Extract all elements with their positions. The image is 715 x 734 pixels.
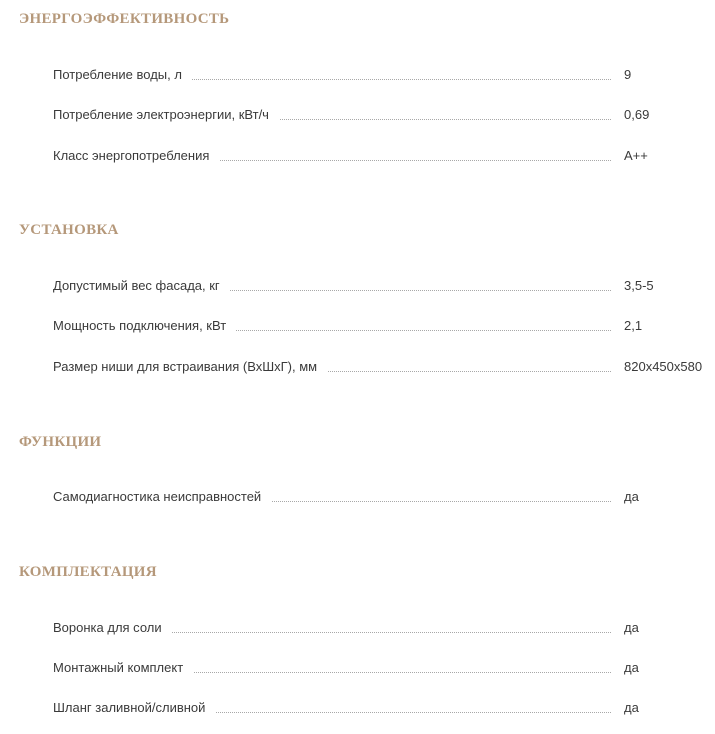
spec-row-facade-weight — [53, 276, 715, 296]
spec-row-niche-size — [53, 357, 715, 377]
spec-label: Воронка для соли — [53, 618, 172, 638]
spec-row-power-consumption — [53, 105, 715, 125]
spec-row-self-diagnostics — [53, 487, 715, 507]
spec-value: A++ — [624, 148, 648, 163]
spec-label: Мощность подключения, кВт — [53, 316, 236, 336]
spec-row-energy-class — [53, 146, 715, 166]
section-title-energy: ЭНЕРГОЭФФЕКТИВНОСТЬ — [19, 11, 230, 27]
spec-value: да — [624, 700, 639, 715]
spec-label: Допустимый вес фасада, кг — [53, 276, 230, 296]
spec-label: Размер ниши для встраивания (ВхШхГ), мм — [53, 357, 327, 377]
spec-row-salt-funnel — [53, 618, 715, 638]
spec-row-hose — [53, 698, 715, 718]
spec-value: 9 — [624, 67, 632, 82]
spec-label: Самодиагностика неисправностей — [53, 487, 271, 507]
spec-row-connection-power — [53, 316, 715, 336]
spec-row-water-consumption — [53, 65, 715, 85]
spec-label: Монтажный комплект — [53, 658, 193, 678]
spec-value: 2,1 — [624, 318, 643, 333]
spec-row-mounting-kit — [53, 658, 715, 678]
spec-label: Потребление воды, л — [53, 65, 192, 85]
spec-value: да — [624, 489, 639, 504]
section-title-equipment: КОМПЛЕКТАЦИЯ — [19, 564, 157, 580]
section-title-installation: УСТАНОВКА — [19, 222, 119, 238]
spec-value: 3,5-5 — [624, 278, 654, 293]
spec-value: 820x450x580 — [624, 359, 703, 374]
section-title-functions: ФУНКЦИИ — [19, 434, 102, 450]
spec-label: Шланг заливной/сливной — [53, 698, 215, 718]
spec-value: да — [624, 620, 639, 635]
spec-value: 0,69 — [624, 107, 650, 122]
spec-label: Потребление электроэнергии, кВт/ч — [53, 105, 279, 125]
spec-value: да — [624, 660, 639, 675]
spec-label: Класс энергопотребления — [53, 146, 219, 166]
